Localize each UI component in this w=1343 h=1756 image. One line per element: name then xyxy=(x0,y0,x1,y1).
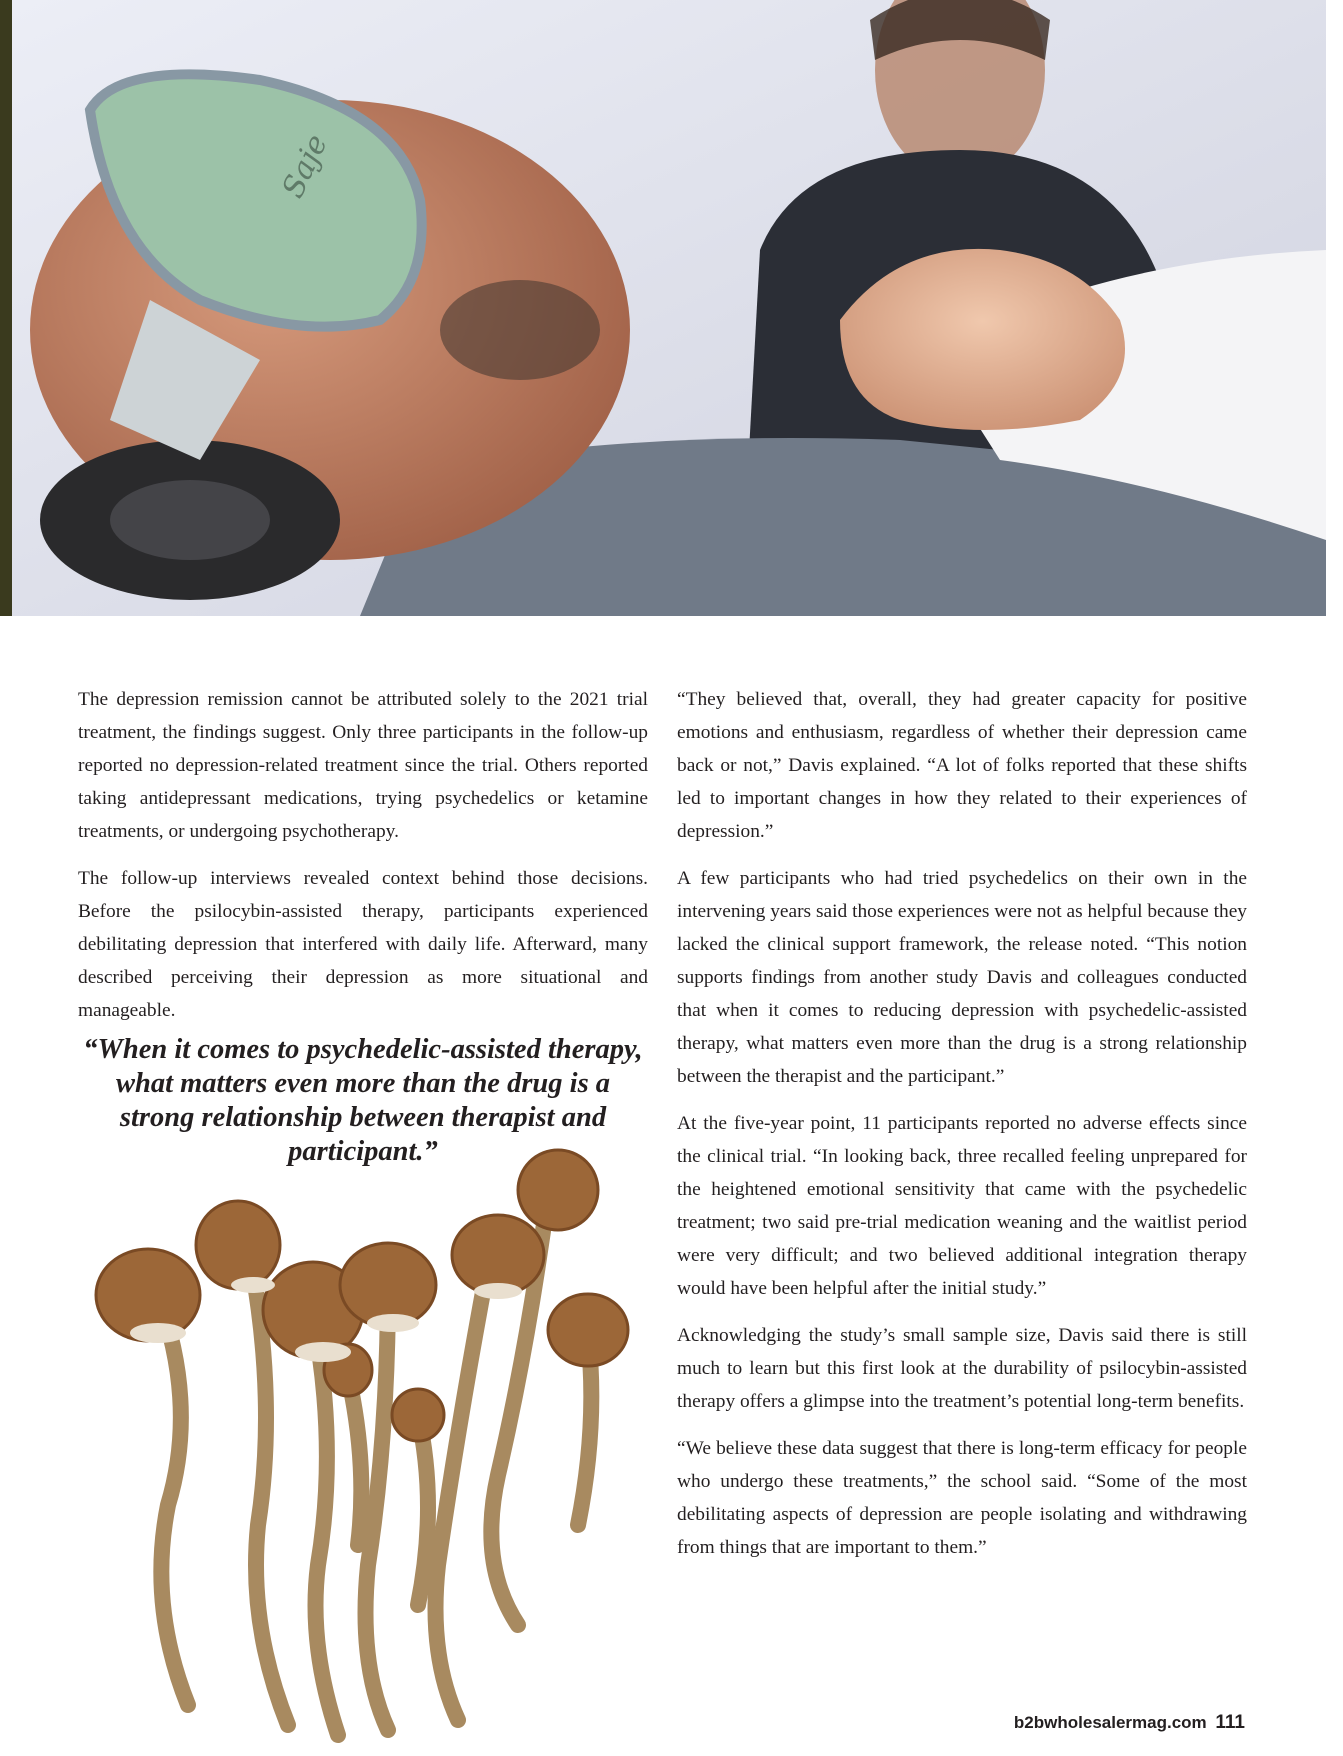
pull-quote: “When it comes to psychedelic-assisted therapy, what matters even more than the drug is a strong relationship between therapist and participant.” xyxy=(83,1034,643,1167)
paragraph: “They believed that, overall, they had greater capacity for positive emotions and enthusiasm, regardless of whether their depression came back or not,” Davis explained. “A lot of folks reported that these shifts led to important changes in how they related to their experiences of depression.” xyxy=(677,689,1247,842)
left-column xyxy=(78,683,648,1041)
eye-mask-logo: Saje xyxy=(275,129,335,204)
paragraph: The follow-up interviews revealed context behind those decisions. Before the psilocybin-assisted therapy, participants experienced debilitating depression that interfered with daily life. Afterward, many described perceiving their depression as more situational and manageable. xyxy=(78,868,648,1021)
paragraph: The depression remission cannot be attributed solely to the 2021 trial treatment, the findings suggest. Only three participants in the follow-up reported no depression-related treatment since the trial. Others reported taking antidepressant medications, trying psychedelics or ketamine treatments, or undergoing psychotherapy. xyxy=(78,689,648,842)
mushrooms-illustration xyxy=(58,1145,648,1745)
right-column xyxy=(677,683,1247,1578)
page-number: 111 xyxy=(1215,1712,1245,1733)
website-url: b2bwholesalermag.com xyxy=(1013,1713,1207,1732)
hero-photo-illustration xyxy=(0,0,1326,616)
page-footer xyxy=(1014,1712,1245,1734)
paragraph: Acknowledging the study’s small sample size, Davis said there is still much to learn but this first look at the durability of psilocybin-assisted therapy offers a glimpse into the treatment’s potential long-term benefits. xyxy=(677,1325,1247,1412)
mushrooms-photo xyxy=(58,1145,648,1745)
hero-photo xyxy=(0,0,1326,616)
paragraph: “We believe these data suggest that there is long-term efficacy for people who undergo these treatments,” the school said. “Some of the most debilitating aspects of depression are people isolating and withdrawing from things that are important to them.” xyxy=(677,1438,1247,1558)
paragraph: At the five-year point, 11 participants reported no adverse effects since the clinical trial. “In looking back, three recalled feeling unprepared for the heightened emotional sensitivity that came with the psychedelic treatment; two said pre-trial medication weaning and the waitlist period were very difficult; and two believed additional integration therapy would have been helpful after the initial study.” xyxy=(677,1113,1247,1299)
paragraph: A few participants who had tried psychedelics on their own in the intervening years said those experiences were not as helpful because they lacked the clinical support framework, the release noted. “This notion supports findings from another study Davis and colleagues conducted that when it comes to reducing depression with psychedelic-assisted therapy, what matters even more than the drug is a strong relationship between the therapist and the participant.” xyxy=(677,868,1247,1087)
